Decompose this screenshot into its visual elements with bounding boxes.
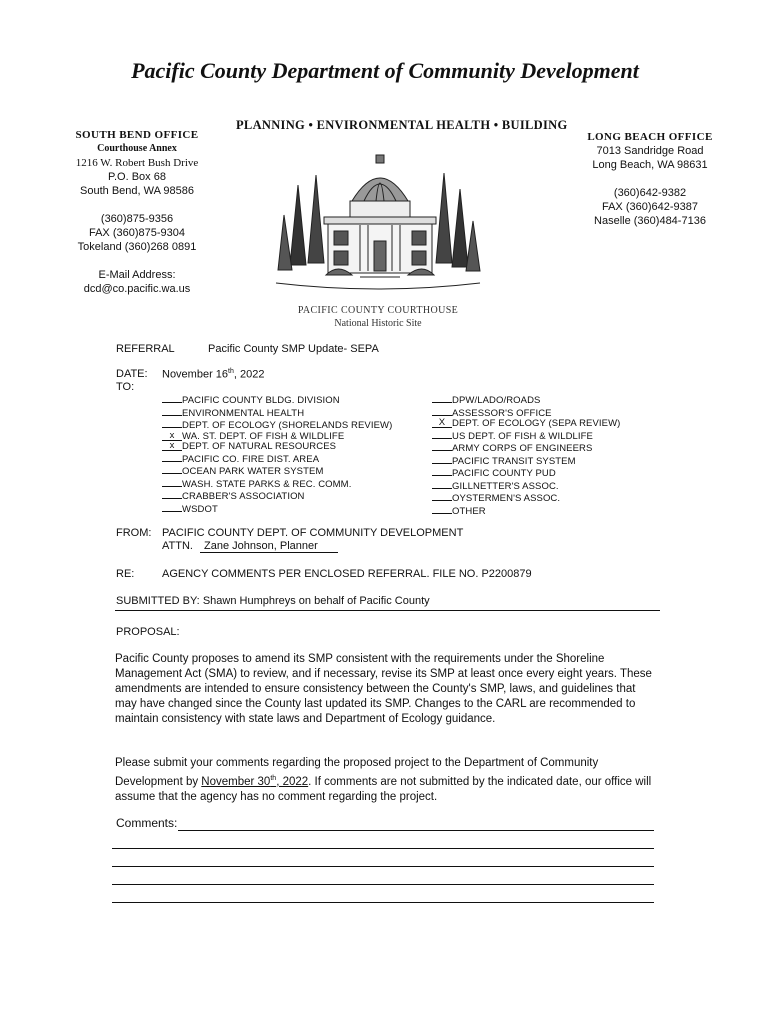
date-suffix: th (228, 368, 234, 375)
long-beach-fax: FAX (360)642-9387 (601, 201, 698, 213)
south-bend-street: 1216 W. Robert Bush Drive (75, 157, 199, 169)
submitted-by-line (116, 595, 430, 607)
agency-name: ENVIRONMENTAL HEALTH (182, 407, 305, 419)
agency-checkbox[interactable] (432, 480, 452, 489)
agency-checkbox[interactable] (432, 455, 452, 464)
south-bend-office-subheading: Courthouse Annex (97, 143, 177, 154)
referral-label: REFERRAL (116, 343, 175, 355)
from-label: FROM: (116, 527, 152, 539)
agency-checkbox[interactable] (432, 467, 452, 476)
agency-checkbox[interactable] (432, 394, 452, 403)
agency-checkbox[interactable] (432, 442, 452, 451)
agency-mark: x (169, 429, 175, 441)
courthouse-caption (268, 304, 488, 330)
agency-name: PACIFIC TRANSIT SYSTEM (452, 455, 576, 467)
comments-line-5[interactable] (112, 902, 654, 903)
agency-name: WASH. STATE PARKS & REC. COMM. (182, 478, 352, 490)
courthouse-caption-line2: National Historic Site (334, 318, 422, 329)
agency-row (432, 419, 620, 430)
agency-row (432, 480, 620, 493)
agency-checkbox[interactable] (432, 505, 452, 514)
submitted-by-label: SUBMITTED BY: (116, 595, 200, 607)
agency-name: CRABBER'S ASSOCIATION (182, 491, 305, 502)
attn-value: Zane Johnson, Planner (200, 540, 338, 553)
long-beach-phone: (360)642-9382 (613, 187, 687, 199)
re-label: RE: (116, 568, 135, 580)
south-bend-office-block (62, 128, 212, 296)
email-address: dcd@co.pacific.wa.us (83, 283, 191, 295)
agency-list-left (162, 394, 392, 515)
instructions-after: . If comments are not submitted by the indicated date, our office will assume that the agency has no comment regarding the project. (115, 775, 652, 803)
agency-checkbox[interactable] (162, 407, 182, 416)
long-beach-office-block (585, 130, 715, 228)
long-beach-office-heading: LONG BEACH OFFICE (587, 131, 713, 143)
submitted-by-rule (115, 610, 660, 611)
instructions-text (115, 756, 660, 805)
agency-row (432, 455, 620, 468)
comments-line-3[interactable] (112, 866, 654, 867)
agency-row (432, 442, 620, 455)
agency-row (432, 492, 620, 505)
agency-checkbox[interactable] (162, 442, 182, 451)
attn-line (162, 540, 338, 553)
naselle-phone: Naselle (360)484-7136 (594, 215, 706, 227)
submitted-by-value: Shawn Humphreys on behalf of Pacific County (202, 595, 430, 607)
attn-label: ATTN. (162, 540, 193, 552)
agency-row (162, 453, 392, 466)
comments-line-4[interactable] (112, 884, 654, 885)
south-bend-office-heading: SOUTH BEND OFFICE (75, 129, 199, 141)
agency-name: GILLNETTER'S ASSOC. (452, 480, 559, 492)
agency-checkbox[interactable] (162, 465, 182, 474)
courthouse-caption-line1: PACIFIC COUNTY COURTHOUSE (297, 305, 459, 316)
agency-row (162, 503, 392, 516)
agency-name: ARMY CORPS OF ENGINEERS (452, 443, 593, 454)
agency-checkbox[interactable] (432, 407, 452, 416)
south-bend-phone: (360)875-9356 (100, 213, 174, 225)
agency-name: DEPT. OF ECOLOGY (SHORELANDS REVIEW) (182, 420, 393, 431)
tokeland-phone: Tokeland (360)268 0891 (77, 241, 197, 253)
agency-row (162, 478, 392, 491)
courthouse-illustration (268, 145, 488, 295)
agency-row (432, 394, 620, 407)
agency-checkbox[interactable] (432, 492, 452, 501)
date-value (162, 368, 264, 381)
agency-row (162, 394, 392, 407)
date-year: , 2022 (233, 368, 265, 381)
south-bend-po-box: P.O. Box 68 (108, 171, 166, 183)
from-value: PACIFIC COUNTY DEPT. OF COMMUNITY DEVELOPMENT (162, 527, 464, 539)
referral-value: Pacific County SMP Update- SEPA (208, 343, 379, 355)
deadline-suffix: th (270, 775, 277, 782)
comments-line-2[interactable] (112, 848, 654, 849)
agency-name: OYSTERMEN'S ASSOC. (452, 493, 561, 504)
date-label: DATE: (116, 368, 148, 380)
date-month-day: November 16 (162, 368, 229, 381)
agency-name: DEPT. OF NATURAL RESOURCES (182, 441, 337, 452)
agency-name: ASSESSOR'S OFFICE (452, 407, 552, 419)
agency-name: WSDOT (182, 503, 218, 515)
agency-name: OTHER (452, 505, 486, 517)
instructions-before: Please submit your comments regarding the proposed project to the Department of Community Development by (115, 757, 599, 788)
agency-name: OCEAN PARK WATER SYSTEM (182, 466, 324, 477)
proposal-label: PROPOSAL: (116, 626, 180, 638)
south-bend-city: South Bend, WA 98586 (80, 185, 194, 197)
agency-name: DPW/LADO/ROADS (452, 395, 541, 406)
comments-line-1[interactable] (178, 830, 654, 831)
agency-list-right (432, 394, 620, 517)
agency-checkbox[interactable] (162, 419, 182, 428)
deadline-month-day: November 30 (201, 775, 271, 788)
email-label: E-Mail Address: (98, 269, 176, 281)
department-list: PLANNING • ENVIRONMENTAL HEALTH • BUILDING (236, 118, 568, 132)
agency-row (162, 407, 392, 420)
agency-row (432, 467, 620, 480)
agency-name: PACIFIC CO. FIRE DIST. AREA (182, 453, 320, 465)
agency-checkbox[interactable] (162, 394, 182, 403)
agency-name: PACIFIC COUNTY PUD (452, 468, 556, 479)
to-label: TO: (116, 381, 135, 393)
document-title: Pacific County Department of Community Development (131, 58, 639, 83)
comments-label: Comments: (116, 816, 178, 830)
deadline-date (201, 776, 308, 788)
agency-name: DEPT. OF ECOLOGY (SEPA REVIEW) (452, 418, 621, 429)
agency-checkbox[interactable] (432, 430, 452, 439)
agency-checkbox[interactable] (162, 490, 182, 499)
agency-name: WA. ST. DEPT. OF FISH & WILDLIFE (182, 430, 345, 442)
long-beach-street: 7013 Sandridge Road (596, 145, 704, 157)
agency-mark: x (169, 440, 175, 451)
agency-checkbox[interactable] (432, 419, 452, 428)
agency-name: US DEPT. OF FISH & WILDLIFE (452, 430, 593, 442)
agency-name: PACIFIC COUNTY BLDG. DIVISION (182, 395, 340, 406)
agency-row (432, 505, 620, 518)
long-beach-city: Long Beach, WA 98631 (592, 159, 708, 171)
agency-mark: X (438, 417, 446, 428)
re-value: AGENCY COMMENTS PER ENCLOSED REFERRAL. FILE NO. P2200879 (162, 568, 532, 580)
agency-checkbox[interactable] (162, 478, 182, 487)
agency-row (162, 442, 392, 453)
agency-row (162, 490, 392, 503)
agency-checkbox[interactable] (162, 503, 182, 512)
proposal-text: Pacific County proposes to amend its SMP consistent with the requirements under the Shoreline Management Act (SMA) to review, and if necessary, revise its SMP at least once every eight years. These amendments are intended to ensure consistency between the County's SMP, laws, and guidelines that may have changed since the County last updated its SMP. Changes to the CARL are recommended to maintain consistency with state laws and Department of Ecology guidance. (115, 653, 652, 725)
agency-row (162, 465, 392, 478)
agency-row (432, 430, 620, 443)
deadline-year: , 2022 (276, 775, 309, 788)
agency-checkbox[interactable] (162, 453, 182, 462)
south-bend-fax: FAX (360)875-9304 (88, 227, 185, 239)
